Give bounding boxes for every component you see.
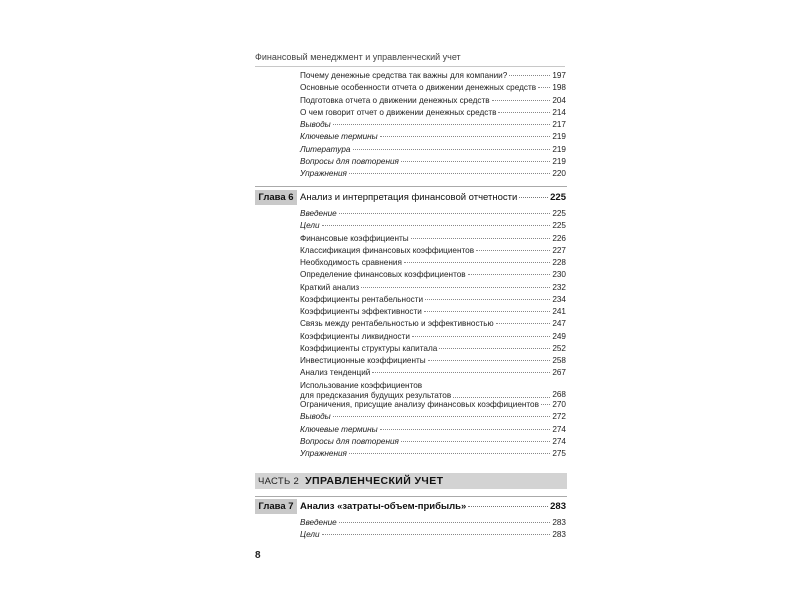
toc-entry-page: 283 — [552, 530, 566, 540]
toc-entry-title: Цели — [300, 221, 320, 231]
toc-entry-title: Определение финансовых коэффициентов — [300, 270, 466, 280]
toc-entry[interactable] — [300, 169, 566, 179]
leader-dots — [476, 250, 550, 251]
toc-entry[interactable] — [300, 518, 566, 528]
toc-entry[interactable] — [300, 71, 566, 81]
toc-entry[interactable] — [300, 234, 566, 244]
toc-entry[interactable] — [300, 412, 566, 422]
toc-entry-page: 204 — [552, 95, 566, 105]
toc-entry-title: Анализ тенденций — [300, 368, 371, 378]
toc-entry[interactable] — [300, 108, 566, 118]
toc-entry-page: 283 — [552, 518, 566, 527]
leader-dots — [322, 534, 551, 535]
toc-entry-page: 232 — [552, 282, 566, 292]
toc-entry-title: Введение — [300, 209, 337, 218]
toc-entry-title — [300, 381, 451, 400]
toc-entry[interactable] — [300, 157, 566, 167]
toc-entry-page: 219 — [552, 132, 566, 142]
toc-entry-page: 267 — [552, 368, 566, 378]
leader-dots — [519, 197, 548, 198]
toc-entry-title: Необходимость сравнения — [300, 258, 402, 267]
toc-entry[interactable] — [300, 209, 566, 219]
leader-dots — [509, 75, 550, 76]
toc-entry-title: Коэффициенты эффективности — [300, 307, 422, 316]
leader-dots — [380, 136, 551, 137]
chapter-6-page: 225 — [550, 192, 566, 203]
chapter-7-heading[interactable] — [300, 501, 566, 512]
toc-entry[interactable] — [300, 425, 566, 435]
toc-entry[interactable] — [300, 120, 566, 130]
toc-entry-page: 219 — [552, 144, 566, 154]
toc-entry[interactable] — [300, 145, 566, 155]
toc-entry[interactable] — [300, 307, 566, 317]
toc-entry-title: Цели — [300, 530, 320, 540]
toc-entry-title: Выводы — [300, 120, 331, 129]
toc-entry[interactable] — [300, 295, 566, 305]
leader-dots — [349, 453, 550, 454]
chapter-7-title: Анализ «затраты-объем-прибыль» — [300, 501, 467, 512]
chapter-6-rule-top — [255, 186, 567, 187]
toc-entry-page: 197 — [552, 71, 566, 80]
toc-entry[interactable] — [300, 400, 566, 410]
toc-entry[interactable] — [300, 96, 566, 106]
toc-entry-title: Подготовка отчета о движении денежных средств — [300, 95, 490, 105]
toc-entry-page: 217 — [552, 120, 566, 129]
toc-entry-title: Коэффициенты ликвидности — [300, 331, 410, 341]
toc-entry-page: 272 — [552, 412, 566, 422]
toc-entry-title: Краткий анализ — [300, 282, 360, 292]
toc-entry[interactable] — [300, 132, 566, 142]
toc-entry[interactable] — [300, 530, 566, 540]
toc-entry-page: 228 — [552, 258, 566, 267]
toc-entry-page: 258 — [552, 356, 566, 365]
toc-entry-page: 241 — [552, 307, 566, 316]
toc-entry-title: Ограничения, присущие анализу финансовых коэффициентов — [300, 400, 539, 409]
toc-entry-title: Упражнения — [300, 169, 347, 178]
toc-entry[interactable] — [300, 83, 566, 93]
toc-entry-title: Вопросы для повторения — [300, 156, 399, 166]
toc-entry[interactable] — [300, 449, 566, 459]
leader-dots — [401, 441, 550, 442]
toc-entry-page: 252 — [552, 343, 566, 353]
leader-dots — [333, 124, 551, 125]
toc-entry-title: Коэффициенты структуры капитала — [300, 343, 438, 353]
toc-entry-page: 220 — [552, 169, 566, 178]
toc-entry-title: Выводы — [300, 412, 331, 422]
toc-entry-page: 249 — [552, 331, 566, 341]
toc-entry-title: Ключевые термины — [300, 424, 378, 434]
toc-entry[interactable] — [300, 319, 566, 329]
toc-entry-page: 268 — [552, 390, 566, 399]
toc-entry-title-line2: для предсказания будущих результатов — [300, 390, 452, 400]
chapter-7-tag: Глава 7 — [255, 499, 297, 514]
leader-dots — [411, 238, 551, 239]
leader-dots — [424, 311, 550, 312]
leader-dots — [401, 161, 550, 162]
running-header: Финансовый менеджмент и управленческий учет — [255, 52, 461, 62]
leader-dots — [439, 348, 550, 349]
toc-entry-title: Финансовые коэффициенты — [300, 233, 409, 243]
toc-entry-title: Классификация финансовых коэффициентов — [300, 245, 475, 255]
leader-dots — [322, 225, 551, 226]
leader-dots — [361, 287, 550, 288]
leader-dots — [492, 100, 551, 101]
toc-entry[interactable] — [300, 246, 566, 256]
toc-entry[interactable] — [300, 270, 566, 280]
toc-entry-page: 234 — [552, 294, 566, 304]
toc-entry-title: Инвестиционные коэффициенты — [300, 356, 426, 365]
toc-entry-page: 275 — [552, 449, 566, 458]
toc-entry-title: Связь между рентабельностью и эффективностью — [300, 319, 494, 329]
toc-entry[interactable] — [300, 368, 566, 378]
toc-entry-forecasting[interactable] — [300, 381, 566, 400]
page-number: 8 — [255, 550, 261, 561]
toc-entry[interactable] — [300, 344, 566, 354]
leader-dots — [496, 323, 551, 324]
toc-entry[interactable] — [300, 356, 566, 366]
leader-dots — [412, 336, 550, 337]
leader-dots — [380, 429, 551, 430]
leader-dots — [372, 372, 550, 373]
toc-entry-title: Ключевые термины — [300, 132, 378, 142]
toc-entry-page: 270 — [552, 400, 566, 409]
leader-dots — [339, 213, 551, 214]
toc-entry-title: О чем говорит отчет о движении денежных средств — [300, 107, 497, 117]
toc-entry-title-line1: Использование коэффициентов — [300, 381, 423, 390]
leader-dots — [333, 416, 551, 417]
leader-dots — [428, 360, 551, 361]
leader-dots — [453, 397, 550, 398]
leader-dots — [498, 112, 550, 113]
chapter-6-tag: Глава 6 — [255, 190, 297, 205]
toc-entry-title: Почему денежные средства так важны для компании? — [300, 71, 508, 80]
chapter-6-title: Анализ и интерпретация финансовой отчетности — [300, 192, 518, 203]
toc-entry-title: Введение — [300, 518, 337, 527]
leader-dots — [353, 149, 551, 150]
toc-entry-page: 225 — [552, 221, 566, 231]
toc-entry-page: 226 — [552, 233, 566, 243]
toc-entry-page: 225 — [552, 209, 566, 218]
toc-entry-title: Основные особенности отчета о движении денежных средств — [300, 83, 537, 93]
leader-dots — [349, 173, 550, 174]
toc-entry-title: Упражнения — [300, 449, 347, 458]
leader-dots — [468, 506, 548, 507]
toc-entry-page: 274 — [552, 424, 566, 434]
leader-dots — [538, 87, 550, 88]
toc-entry[interactable] — [300, 437, 566, 447]
toc-entry-page: 219 — [552, 156, 566, 166]
toc-entry[interactable] — [300, 258, 566, 268]
toc-entry-page: 198 — [552, 83, 566, 93]
table-of-contents — [255, 0, 567, 600]
leader-dots — [425, 299, 550, 300]
chapter-6-heading[interactable] — [300, 192, 566, 203]
part-2-label: ЧАСТЬ 2 — [258, 475, 300, 487]
toc-entry-title: Литература — [300, 144, 351, 154]
leader-dots — [404, 262, 550, 263]
chapter-7-page: 283 — [550, 501, 566, 512]
leader-dots — [339, 522, 551, 523]
toc-entry[interactable] — [300, 332, 566, 342]
toc-entry[interactable] — [300, 221, 566, 231]
toc-entry-page: 230 — [552, 270, 566, 280]
leader-dots — [541, 404, 550, 405]
toc-entry-page: 214 — [552, 107, 566, 117]
chapter-7-rule-top — [255, 496, 567, 497]
part-2-banner — [255, 473, 567, 489]
toc-entry[interactable] — [300, 283, 566, 293]
toc-entry-title: Вопросы для повторения — [300, 436, 399, 446]
toc-entry-page: 247 — [552, 319, 566, 329]
leader-dots — [468, 274, 551, 275]
toc-entry-title: Коэффициенты рентабельности — [300, 294, 424, 304]
toc-entry-page: 227 — [552, 245, 566, 255]
toc-entry-page: 274 — [552, 436, 566, 446]
part-2-title: УПРАВЛЕНЧЕСКИЙ УЧЕТ — [305, 475, 444, 487]
